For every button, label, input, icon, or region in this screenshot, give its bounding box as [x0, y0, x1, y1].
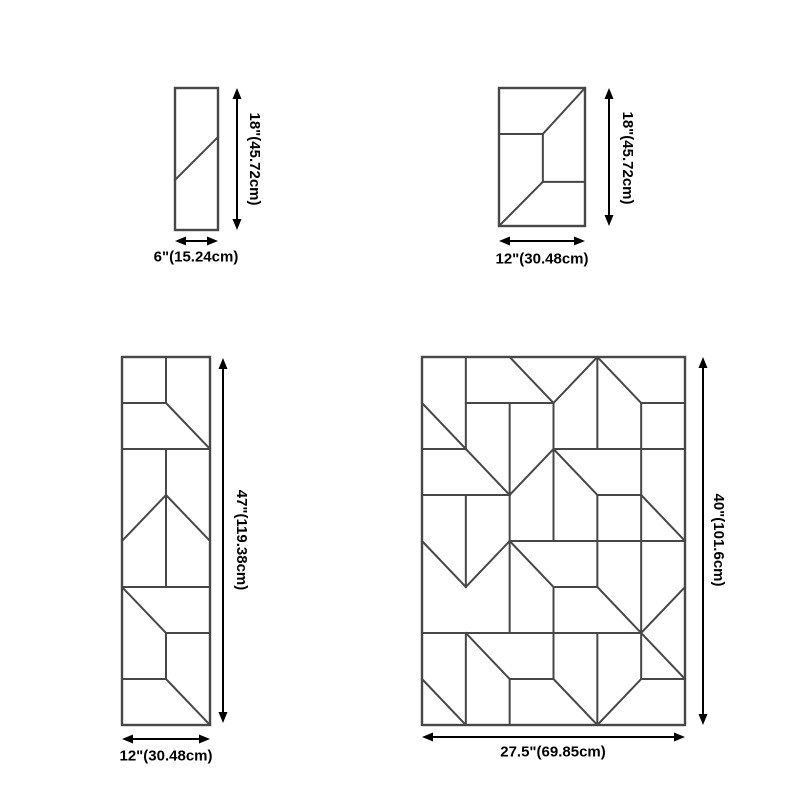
panel-27.5x40-pattern-line [641, 633, 685, 679]
panel-27.5x40-pattern-line [641, 495, 685, 541]
panel-27.5x40-width-arrowhead-left [422, 733, 433, 742]
panel-12x47-pattern-line [122, 495, 166, 541]
panel-27.5x40-height-arrowhead-top [699, 357, 708, 368]
panel-6x18-pattern-line [175, 137, 218, 180]
panel-27.5x40-pattern-line [641, 587, 685, 633]
panel-27.5x40-pattern-line [554, 449, 598, 495]
panel-12x18-height-arrowhead-bottom [605, 215, 614, 226]
panel-12x18-height-label: 18"(45.72cm) [619, 111, 636, 205]
panel-12x47-width-arrowhead-right [199, 735, 210, 744]
panel-6x18-width-label: 6"(15.24cm) [153, 248, 239, 266]
panel-12x47-pattern-line [122, 587, 166, 633]
panel-27.5x40-pattern-line [510, 449, 554, 495]
panel-27.5x40-pattern-line [422, 403, 466, 449]
panel-27.5x40-pattern-line [597, 357, 641, 403]
panel-12x47-pattern-line [166, 679, 210, 725]
panel-27.5x40-pattern-line [554, 357, 598, 403]
panel-27.5x40-width-arrowhead-right [674, 733, 685, 742]
panel-12x18-pattern-line [499, 182, 543, 226]
panel-27.5x40-pattern-line [466, 541, 510, 587]
panel-27.5x40-pattern-line [597, 679, 641, 725]
panel-6x18-height-label: 18"(45.72cm) [246, 112, 263, 206]
panel-12x47-pattern-line [166, 495, 210, 541]
panel-12x18-width-arrowhead-right [574, 237, 585, 246]
panel-27.5x40-pattern-line [422, 541, 466, 587]
panel-27.5x40-pattern-line [510, 357, 554, 403]
panel-27.5x40-pattern-line [466, 449, 510, 495]
panel-6x18-height-arrowhead-bottom [233, 219, 242, 230]
panel-6x18-height-arrowhead-top [233, 88, 242, 99]
panel-6x18-width-arrowhead-left [175, 237, 186, 246]
panel-27.5x40-pattern-line [597, 587, 641, 633]
panel-27.5x40-pattern-line [422, 679, 466, 725]
panel-12x47-height-arrowhead-bottom [219, 712, 228, 723]
panel-27.5x40-pattern-line [510, 541, 554, 587]
panel-12x18-width-arrowhead-left [499, 237, 510, 246]
panel-12x47-height-arrowhead-top [219, 358, 228, 369]
panel-12x47-height-label: 47"(119.38cm) [233, 489, 250, 591]
panel-27.5x40-pattern-line [466, 633, 510, 679]
panel-12x47-width-arrowhead-left [122, 735, 133, 744]
panel-27.5x40-height-label: 40"(101.6cm) [710, 493, 727, 587]
panel-27.5x40-width-label: 27.5"(69.85cm) [500, 743, 606, 761]
panel-12x18-width-label: 12"(30.48cm) [495, 250, 589, 268]
panel-27.5x40-pattern-line [554, 679, 598, 725]
panel-27.5x40-height-arrowhead-bottom [699, 714, 708, 725]
panel-12x47-pattern-line [166, 403, 210, 449]
panel-12x47-width-label: 12"(30.48cm) [119, 747, 213, 765]
panel-12x18-height-arrowhead-top [605, 88, 614, 99]
panel-12x18-pattern-line [543, 88, 585, 134]
panel-6x18-width-arrowhead-right [207, 237, 218, 246]
